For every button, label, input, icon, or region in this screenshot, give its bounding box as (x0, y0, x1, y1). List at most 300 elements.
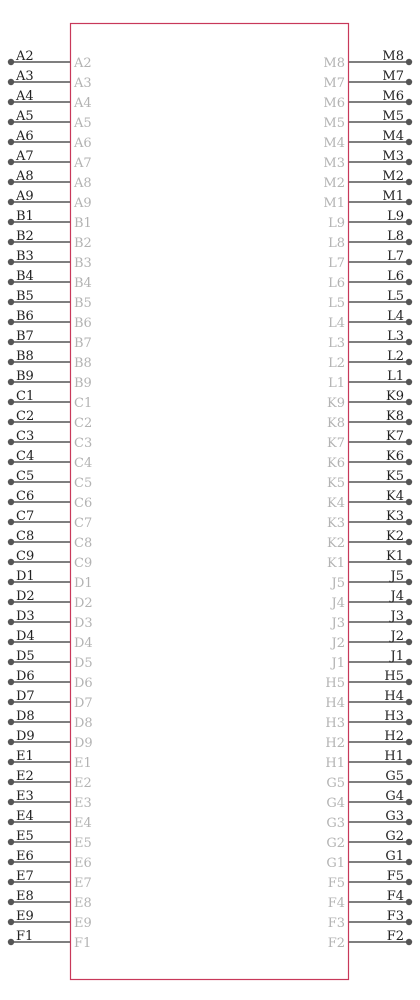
pin-dot (406, 719, 412, 725)
pin-dot (8, 639, 14, 645)
pin-dot (406, 659, 412, 665)
pin-number: M1 (323, 196, 345, 211)
pin-dot (406, 899, 412, 905)
pin-label: F2 (386, 929, 404, 944)
left-pin (8, 309, 92, 331)
pin-label: D4 (16, 629, 35, 644)
pin-dot (406, 379, 412, 385)
pin-label: B2 (16, 229, 34, 244)
left-pin (8, 869, 92, 891)
left-pin (8, 269, 92, 291)
left-pin (8, 829, 92, 851)
left-pin (8, 49, 92, 71)
right-pin (328, 249, 412, 271)
pin-dot (406, 439, 412, 445)
pin-number: M7 (323, 76, 345, 91)
pin-number: K1 (327, 556, 345, 571)
pin-number: M4 (323, 136, 345, 151)
pin-label: M2 (382, 169, 404, 184)
pin-label: D5 (16, 649, 35, 664)
pin-dot (8, 199, 14, 205)
pin-label: L2 (387, 349, 404, 364)
ic-body (71, 24, 349, 980)
pin-dot (8, 659, 14, 665)
right-pin (328, 909, 412, 931)
pin-number: A9 (74, 196, 92, 211)
pin-label: L3 (387, 329, 404, 344)
pin-dot (406, 539, 412, 545)
pin-dot (8, 379, 14, 385)
left-pin (8, 929, 91, 951)
pin-dot (406, 99, 412, 105)
right-pin (328, 369, 412, 391)
pin-label: A4 (16, 89, 34, 104)
pin-label: D3 (16, 609, 35, 624)
pin-dot (406, 119, 412, 125)
pin-label: M6 (382, 89, 404, 104)
pin-dot (406, 819, 412, 825)
pin-number: H5 (325, 676, 345, 691)
pin-label: D2 (16, 589, 35, 604)
left-pin (8, 669, 93, 691)
left-pin-group (8, 49, 93, 951)
pin-dot (8, 519, 14, 525)
pin-number: J3 (331, 616, 345, 631)
pin-number: L5 (328, 296, 345, 311)
right-pin (330, 629, 413, 651)
pin-dot (406, 499, 412, 505)
pin-number: G3 (326, 816, 345, 831)
pin-dot (8, 479, 14, 485)
pin-number: K6 (327, 456, 345, 471)
left-pin (8, 749, 92, 771)
pin-dot (8, 119, 14, 125)
pin-label: M7 (382, 69, 404, 84)
left-pin (8, 249, 92, 271)
pin-label: E2 (16, 769, 34, 784)
right-pin (327, 449, 412, 471)
right-pin (328, 349, 412, 371)
pin-number: C3 (74, 436, 93, 451)
right-pin (328, 269, 412, 291)
pin-dot (8, 899, 14, 905)
pin-number: J1 (331, 656, 345, 671)
pin-number: B6 (74, 316, 92, 331)
left-pin (8, 569, 93, 591)
right-pin (330, 609, 413, 631)
pin-label: K2 (386, 529, 404, 544)
right-pin (326, 809, 412, 831)
pin-label: C5 (16, 469, 35, 484)
pin-number: J5 (331, 576, 345, 591)
pin-number: B8 (74, 356, 92, 371)
pin-dot (8, 339, 14, 345)
pin-dot (406, 699, 412, 705)
pin-number: K2 (327, 536, 345, 551)
pin-number: G4 (326, 796, 345, 811)
pin-label: G4 (385, 789, 404, 804)
pin-label: J5 (390, 569, 404, 584)
left-pin (8, 89, 92, 111)
left-pin (8, 649, 93, 671)
pin-number: L6 (328, 276, 345, 291)
pin-dot (8, 599, 14, 605)
right-pin (325, 729, 412, 751)
pin-dot (8, 539, 14, 545)
pin-dot (406, 399, 412, 405)
pin-dot (8, 619, 14, 625)
pin-number: A4 (74, 96, 92, 111)
pin-number: K3 (327, 516, 345, 531)
pin-dot (406, 599, 412, 605)
pin-label: A3 (16, 69, 34, 84)
pin-label: F5 (386, 869, 404, 884)
pin-label: H5 (384, 669, 404, 684)
pin-dot (8, 139, 14, 145)
pin-label: C7 (16, 509, 35, 524)
pin-number: F4 (327, 896, 345, 911)
pin-label: D8 (16, 709, 35, 724)
pin-number: C5 (74, 476, 93, 491)
pin-label: A2 (16, 49, 34, 64)
pin-dot (8, 359, 14, 365)
left-pin (8, 709, 93, 731)
left-pin (8, 169, 92, 191)
pin-number: L3 (328, 336, 345, 351)
pin-label: M3 (382, 149, 404, 164)
pin-number: E4 (74, 816, 92, 831)
right-pin (328, 229, 412, 251)
pin-dot (406, 859, 412, 865)
left-pin (8, 149, 92, 171)
pin-label: M8 (382, 49, 404, 64)
pin-number: D2 (74, 596, 93, 611)
pin-number: A7 (74, 156, 92, 171)
pin-number: D9 (74, 736, 93, 751)
pin-dot (406, 519, 412, 525)
pin-dot (8, 679, 14, 685)
pin-dot (8, 59, 14, 65)
pin-number: M8 (323, 56, 345, 71)
pin-label: D6 (16, 669, 35, 684)
pin-number: H1 (325, 756, 345, 771)
pin-label: H1 (384, 749, 404, 764)
pin-label: C6 (16, 489, 35, 504)
pin-label: H3 (384, 709, 404, 724)
pin-number: G2 (326, 836, 345, 851)
right-pin-group (323, 49, 412, 951)
pin-number: F5 (327, 876, 345, 891)
pin-number: K8 (327, 416, 345, 431)
pin-label: G2 (385, 829, 404, 844)
pin-label: B3 (16, 249, 34, 264)
pin-dot (8, 499, 14, 505)
left-pin (8, 189, 92, 211)
pin-number: D6 (74, 676, 93, 691)
right-pin (326, 789, 412, 811)
right-pin (326, 769, 412, 791)
pin-dot (8, 799, 14, 805)
left-pin (8, 369, 92, 391)
pin-number: E5 (74, 836, 92, 851)
pin-dot (406, 199, 412, 205)
pin-number: F2 (327, 936, 345, 951)
pin-label: M4 (382, 129, 404, 144)
pin-number: G5 (326, 776, 345, 791)
pin-dot (406, 839, 412, 845)
pin-label: K5 (386, 469, 404, 484)
pin-dot (406, 639, 412, 645)
pin-number: H4 (325, 696, 345, 711)
pin-label: B1 (16, 209, 34, 224)
pin-number: M6 (323, 96, 345, 111)
pin-number: M5 (323, 116, 345, 131)
pin-number: C9 (74, 556, 93, 571)
pin-label: K6 (386, 449, 404, 464)
left-pin (8, 849, 92, 871)
pin-dot (8, 299, 14, 305)
pin-label: K1 (386, 549, 404, 564)
pin-dot (8, 919, 14, 925)
right-pin (326, 849, 412, 871)
pin-dot (406, 239, 412, 245)
pin-dot (406, 359, 412, 365)
pin-label: A5 (16, 109, 34, 124)
pin-dot (406, 939, 412, 945)
right-pin (328, 869, 412, 891)
pin-label: B4 (16, 269, 34, 284)
pin-label: C3 (16, 429, 35, 444)
right-pin (323, 169, 412, 191)
pin-dot (8, 439, 14, 445)
pin-number: K9 (327, 396, 345, 411)
pin-number: L4 (328, 316, 345, 331)
left-pin (8, 509, 92, 531)
right-pin (323, 149, 412, 171)
pin-number: K5 (327, 476, 345, 491)
pin-dot (8, 399, 14, 405)
pin-dot (406, 339, 412, 345)
pin-label: E6 (16, 849, 34, 864)
pin-label: B9 (16, 369, 34, 384)
pin-number: L9 (328, 216, 345, 231)
left-pin (8, 909, 92, 931)
pin-label: E5 (16, 829, 34, 844)
pin-dot (8, 219, 14, 225)
pin-label: F3 (386, 909, 404, 924)
left-pin (8, 209, 92, 231)
left-pin (8, 489, 92, 511)
right-pin (325, 669, 412, 691)
pin-label: G1 (385, 849, 404, 864)
pin-label: D1 (16, 569, 35, 584)
pin-dot (406, 879, 412, 885)
pin-label: M1 (382, 189, 404, 204)
right-pin (328, 289, 412, 311)
pin-number: M3 (323, 156, 345, 171)
left-pin (8, 349, 92, 371)
pin-number: B2 (74, 236, 92, 251)
pin-dot (406, 139, 412, 145)
pin-dot (406, 579, 412, 585)
pin-label: H4 (384, 689, 404, 704)
pin-label: C8 (16, 529, 35, 544)
pin-dot (406, 799, 412, 805)
pin-dot (8, 859, 14, 865)
right-pin (323, 189, 412, 211)
pin-dot (406, 259, 412, 265)
pin-number: L1 (328, 376, 345, 391)
pin-dot (8, 419, 14, 425)
pin-number: A3 (74, 76, 92, 91)
right-pin (330, 589, 413, 611)
pin-number: D4 (74, 636, 93, 651)
left-pin (8, 469, 92, 491)
pin-dot (406, 479, 412, 485)
pin-number: C4 (74, 456, 93, 471)
pin-dot (406, 79, 412, 85)
pin-dot (8, 819, 14, 825)
right-pin (328, 929, 412, 951)
pin-label: J1 (390, 649, 404, 664)
right-pin (327, 549, 412, 571)
pin-dot (406, 179, 412, 185)
pin-dot (8, 179, 14, 185)
pin-number: D7 (74, 696, 93, 711)
pin-number: D3 (74, 616, 93, 631)
pin-dot (406, 319, 412, 325)
right-pin (326, 829, 412, 851)
right-pin (325, 709, 412, 731)
pin-dot (8, 159, 14, 165)
pin-label: A9 (16, 189, 34, 204)
pin-label: D9 (16, 729, 35, 744)
pin-label: G5 (385, 769, 404, 784)
pin-number: E2 (74, 776, 92, 791)
pin-label: K9 (386, 389, 404, 404)
right-pin (327, 529, 412, 551)
pin-dot (8, 579, 14, 585)
left-pin (8, 449, 92, 471)
pin-label: C9 (16, 549, 35, 564)
left-pin (8, 389, 92, 411)
left-pin (8, 109, 92, 131)
left-pin (8, 329, 92, 351)
left-pin (8, 629, 93, 651)
pin-number: H3 (325, 716, 345, 731)
pin-number: D1 (74, 576, 93, 591)
pin-label: F4 (386, 889, 404, 904)
pin-dot (406, 419, 412, 425)
pin-dot (406, 159, 412, 165)
pin-number: K7 (327, 436, 345, 451)
pin-label: L8 (387, 229, 404, 244)
pin-number: E9 (74, 916, 92, 931)
pin-dot (406, 459, 412, 465)
pin-number: B9 (74, 376, 92, 391)
pin-label: B7 (16, 329, 34, 344)
left-pin (8, 69, 92, 91)
pin-label: B5 (16, 289, 34, 304)
pin-dot (406, 219, 412, 225)
pin-number: F1 (74, 936, 92, 951)
pin-dot (8, 879, 14, 885)
right-pin (323, 129, 412, 151)
pin-label: A6 (16, 129, 34, 144)
pin-number: B5 (74, 296, 92, 311)
right-pin (327, 389, 412, 411)
pin-dot (406, 739, 412, 745)
right-pin (327, 429, 412, 451)
pin-dot (8, 719, 14, 725)
pin-number: L2 (328, 356, 345, 371)
pin-label: B8 (16, 349, 34, 364)
pin-dot (406, 619, 412, 625)
right-pin (323, 109, 412, 131)
left-pin (8, 229, 92, 251)
pin-label: K8 (386, 409, 404, 424)
left-pin (8, 409, 92, 431)
pin-dot (8, 939, 14, 945)
pin-label: L7 (387, 249, 404, 264)
pin-dot (8, 459, 14, 465)
pin-number: K4 (327, 496, 345, 511)
pin-number: A6 (74, 136, 92, 151)
pin-number: F3 (327, 916, 345, 931)
pin-dot (8, 99, 14, 105)
pin-number: C6 (74, 496, 93, 511)
left-pin (8, 289, 92, 311)
pin-dot (8, 319, 14, 325)
right-pin (328, 889, 412, 911)
left-pin (8, 769, 92, 791)
left-pin (8, 609, 93, 631)
pin-label: M5 (382, 109, 404, 124)
pin-label: L1 (387, 369, 404, 384)
pin-number: A5 (74, 116, 92, 131)
pin-number: C1 (74, 396, 93, 411)
pin-number: D8 (74, 716, 93, 731)
pin-number: C8 (74, 536, 93, 551)
right-pin (325, 749, 412, 771)
pin-label: K4 (386, 489, 404, 504)
right-pin (327, 509, 412, 531)
pin-label: E9 (16, 909, 34, 924)
right-pin (323, 69, 412, 91)
left-pin (8, 689, 93, 711)
left-pin (8, 529, 92, 551)
pin-dot (8, 279, 14, 285)
left-pin (8, 129, 92, 151)
pin-number: E1 (74, 756, 92, 771)
pin-label: B6 (16, 309, 34, 324)
right-pin (323, 49, 412, 71)
pin-number: J4 (331, 596, 345, 611)
pin-label: L6 (387, 269, 404, 284)
left-pin (8, 429, 92, 451)
pin-label: L5 (387, 289, 404, 304)
pin-dot (8, 759, 14, 765)
pin-label: K7 (386, 429, 404, 444)
pin-label: J4 (390, 589, 404, 604)
left-pin (8, 889, 92, 911)
pin-label: C2 (16, 409, 35, 424)
pin-label: E4 (16, 809, 34, 824)
left-pin (8, 789, 92, 811)
pin-number: A2 (74, 56, 92, 71)
pin-number: B3 (74, 256, 92, 271)
pin-dot (8, 259, 14, 265)
